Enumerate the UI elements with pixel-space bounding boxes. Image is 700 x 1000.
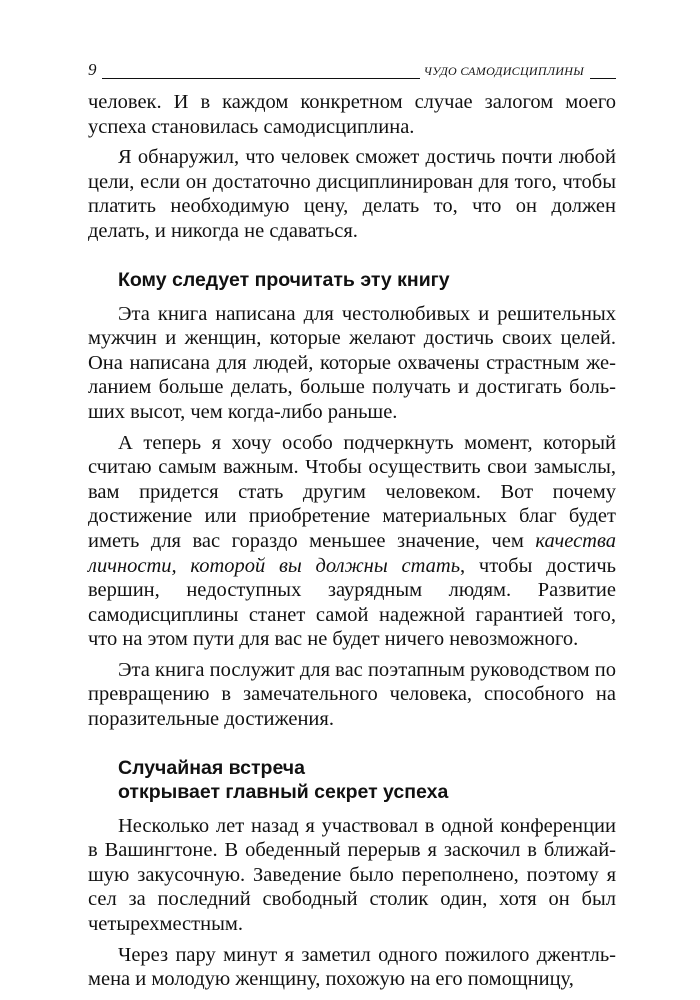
paragraph: Несколько лет назад я участвовал в одной конференции в Вашингтоне. В обеденный перерыв я заскочил в ближайшую закусочную. Заведение было переполнено, поэтому я сел за последний свободный столик один, хотя он был четырехместным.	[88, 814, 616, 936]
paragraph-text: А теперь я хочу особо подчеркнуть момент, который считаю самым важным. Чтобы осуществить свои замыслы, вам придется стать другим человеком. Вот почему достижение или приобретение материальных благ будет иметь для вас гораздо меньшее значение, чем	[88, 431, 616, 552]
emphasis-text: качества личности, которой вы должны стать	[88, 529, 616, 577]
paragraph: Эта книга написана для честолюбивых и решительных мужчин и женщин, которые желают достичь своих целей. Она написана для людей, которые охвачены страстным желанием больше делать, больше получать и достигать больших высот, чем когда-либо раньше.	[88, 302, 616, 423]
running-title: ЧУДО САМОДИСЦИПЛИНЫ	[423, 64, 584, 78]
section-heading: Кому следует прочитать эту книгу	[118, 268, 450, 291]
page-number: 9	[88, 60, 97, 79]
header-rule-tail	[590, 78, 616, 79]
paragraph	[88, 431, 616, 652]
paragraph: человек. И в каждом конкретном случае залогом моего успеха становилась самодисциплина.	[88, 91, 616, 138]
header-rule	[102, 78, 420, 79]
paragraph: Я обнаружил, что человек сможет достичь почти любой цели, если он достаточно дисциплинирован для того, чтобы платить необходимую цену, делать то, что он должен делать, и никогда не сдаваться.	[88, 146, 616, 242]
page-body	[88, 90, 616, 992]
running-header	[88, 60, 616, 86]
section-heading-line: открывает главный секрет успеха	[118, 780, 449, 803]
paragraph-text: , чтобы достичь вершин, недоступных заурядным людям. Развитие самодисциплины станет самой надежной гарантией того, что на этом пути для вас не будет ничего невозможного.	[88, 554, 616, 651]
paragraph: Через пару минут я заметил одного пожилого джентльмена и молодую женщину, похожую на его помощницу,	[88, 943, 616, 991]
section-heading-line: Случайная встреча	[118, 756, 305, 779]
paragraph: Эта книга послужит для вас поэтапным руководством по превращению в замечательного человека, способного на поразительные достижения.	[88, 658, 616, 731]
section-heading	[118, 756, 616, 804]
